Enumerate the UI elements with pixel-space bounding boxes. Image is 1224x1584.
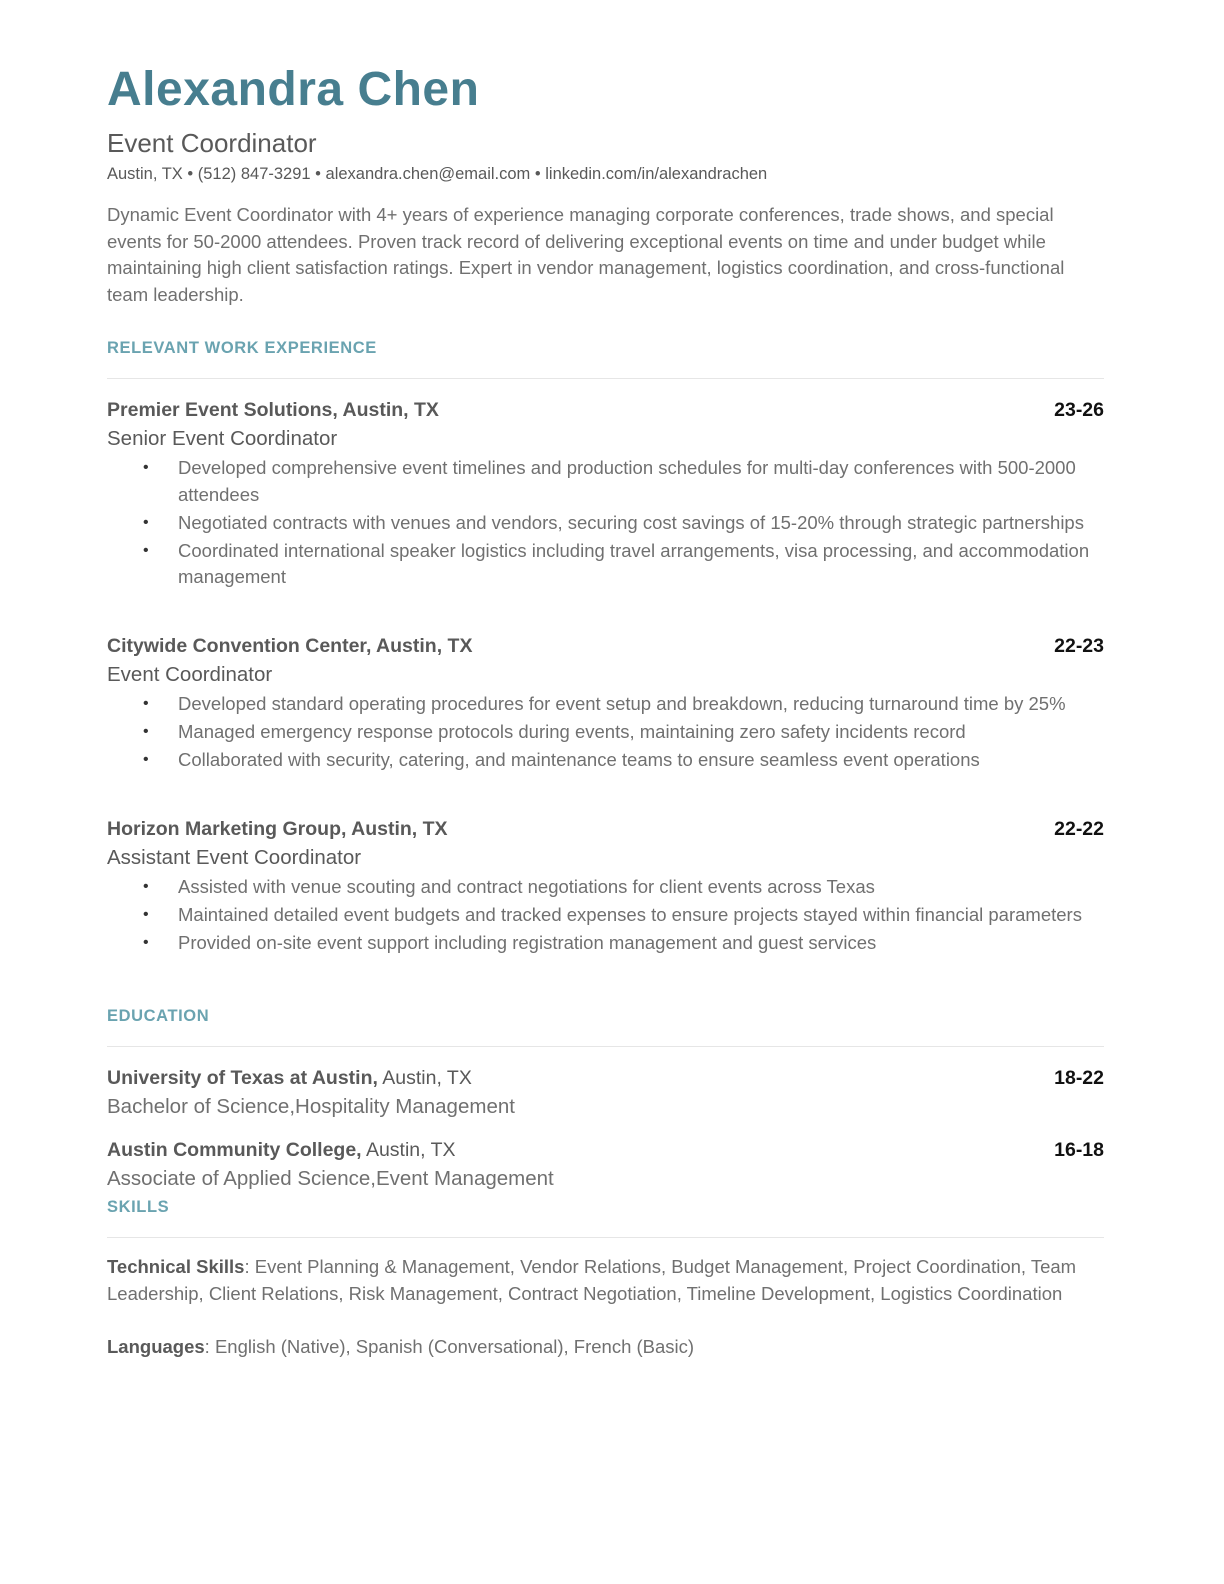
school-date: 16-18 <box>1054 1139 1104 1161</box>
bullet-item <box>107 455 1104 508</box>
bullet-text: Developed standard operating procedures for event setup and breakdown, reducing turnaround time by 25% <box>178 693 1066 714</box>
experience-divider <box>107 378 1104 379</box>
bullet-glyph: • <box>143 459 149 476</box>
experience-heading: RELEVANT WORK EXPERIENCE <box>107 339 377 357</box>
job-employer: Premier Event Solutions, Austin, TX <box>107 399 439 421</box>
candidate-title: Event Coordinator <box>107 128 317 158</box>
technical-skills-value: : Event Planning & Management, Vendor Relations, Budget Management, Project Coordination, Team Leadership, Client Relations, Risk Management, Contract Negotiation, Timeline Development, Logistics Coordination <box>107 1256 1077 1304</box>
school-location: Austin, TX <box>361 1139 456 1161</box>
bullet-item <box>107 538 1104 591</box>
bullet-glyph: • <box>143 751 149 768</box>
bullet-item <box>107 902 1104 929</box>
bullet-glyph: • <box>143 934 149 951</box>
bullet-glyph: • <box>143 513 149 531</box>
bullet-glyph: • <box>143 695 149 712</box>
bullet-text: Developed comprehensive event timelines and production schedules for multi-day conferences with 500-2000 attendees <box>178 457 1076 505</box>
job-header <box>107 815 1104 843</box>
bullet-text: Coordinated international speaker logistics including travel arrangements, visa processing, and accommodation management <box>178 539 1090 588</box>
education-divider <box>107 1046 1104 1047</box>
job-header <box>107 396 1104 424</box>
bullet-text: Provided on-site event support including registration management and guest services <box>178 932 877 953</box>
job-bullets <box>107 691 1104 775</box>
bullet-text: Negotiated contracts with venues and vendors, securing cost savings of 15-20% through strategic partnerships <box>178 511 1084 533</box>
skills-heading: SKILLS <box>107 1198 170 1216</box>
professional-summary: Dynamic Event Coordinator with 4+ years of experience managing corporate conferences, trade shows, and special events for 50-2000 attendees. Proven track record of delivering exceptional events on time and under budget while maintaining high client satisfaction ratings. Expert in vendor management, logistics coordination, and cross-functional team leadership. <box>107 204 1065 306</box>
bullet-item <box>107 874 1104 901</box>
school-title: Austin Community College, <box>107 1139 362 1161</box>
bullet-item <box>107 691 1104 718</box>
skills-divider <box>107 1237 1104 1238</box>
school-date: 18-22 <box>1054 1067 1104 1089</box>
job-date: 22-23 <box>1054 635 1104 657</box>
education-heading: EDUCATION <box>107 1007 210 1025</box>
job-bullets <box>107 455 1104 592</box>
technical-skills-label: Technical Skills <box>107 1256 245 1277</box>
school-location: Austin, TX <box>377 1067 472 1089</box>
bullet-glyph: • <box>143 878 149 895</box>
job-role: Event Coordinator <box>107 663 273 686</box>
languages-value: : English (Native), Spanish (Conversational), French (Basic) <box>204 1336 695 1357</box>
degree: Bachelor of Science,Hospitality Management <box>107 1095 515 1118</box>
school-name <box>107 1064 472 1092</box>
bullet-glyph: • <box>143 906 149 923</box>
bullet-item <box>107 719 1104 746</box>
job-employer: Horizon Marketing Group, Austin, TX <box>107 818 448 840</box>
bullet-item <box>107 510 1104 537</box>
job-employer: Citywide Convention Center, Austin, TX <box>107 635 473 657</box>
job-date: 22-22 <box>1054 818 1104 840</box>
bullet-item <box>107 747 1104 774</box>
bullet-glyph: • <box>143 723 149 740</box>
job-date: 23-26 <box>1054 399 1104 421</box>
school-name <box>107 1136 456 1164</box>
job-role: Assistant Event Coordinator <box>107 846 362 869</box>
job-bullets <box>107 874 1104 958</box>
degree: Associate of Applied Science,Event Management <box>107 1167 554 1190</box>
bullet-glyph: • <box>143 541 149 559</box>
school-title: University of Texas at Austin, <box>107 1067 378 1089</box>
bullet-text: Collaborated with security, catering, and maintenance teams to ensure seamless event operations <box>178 749 980 770</box>
job-role: Senior Event Coordinator <box>107 427 338 450</box>
technical-skills <box>107 1254 1104 1307</box>
bullet-text: Maintained detailed event budgets and tracked expenses to ensure projects stayed within financial parameters <box>178 904 1082 925</box>
school-header <box>107 1136 1104 1164</box>
job-header <box>107 632 1104 660</box>
candidate-name: Alexandra Chen <box>107 63 480 116</box>
languages <box>107 1334 1104 1361</box>
bullet-text: Managed emergency response protocols during events, maintaining zero safety incidents record <box>178 721 966 742</box>
bullet-text: Assisted with venue scouting and contract negotiations for client events across Texas <box>178 876 875 897</box>
contact-line: Austin, TX • (512) 847-3291 • alexandra.chen@email.com • linkedin.com/in/alexandrachen <box>107 165 768 183</box>
bullet-item <box>107 930 1104 957</box>
school-header <box>107 1064 1104 1092</box>
languages-label: Languages <box>107 1336 205 1357</box>
